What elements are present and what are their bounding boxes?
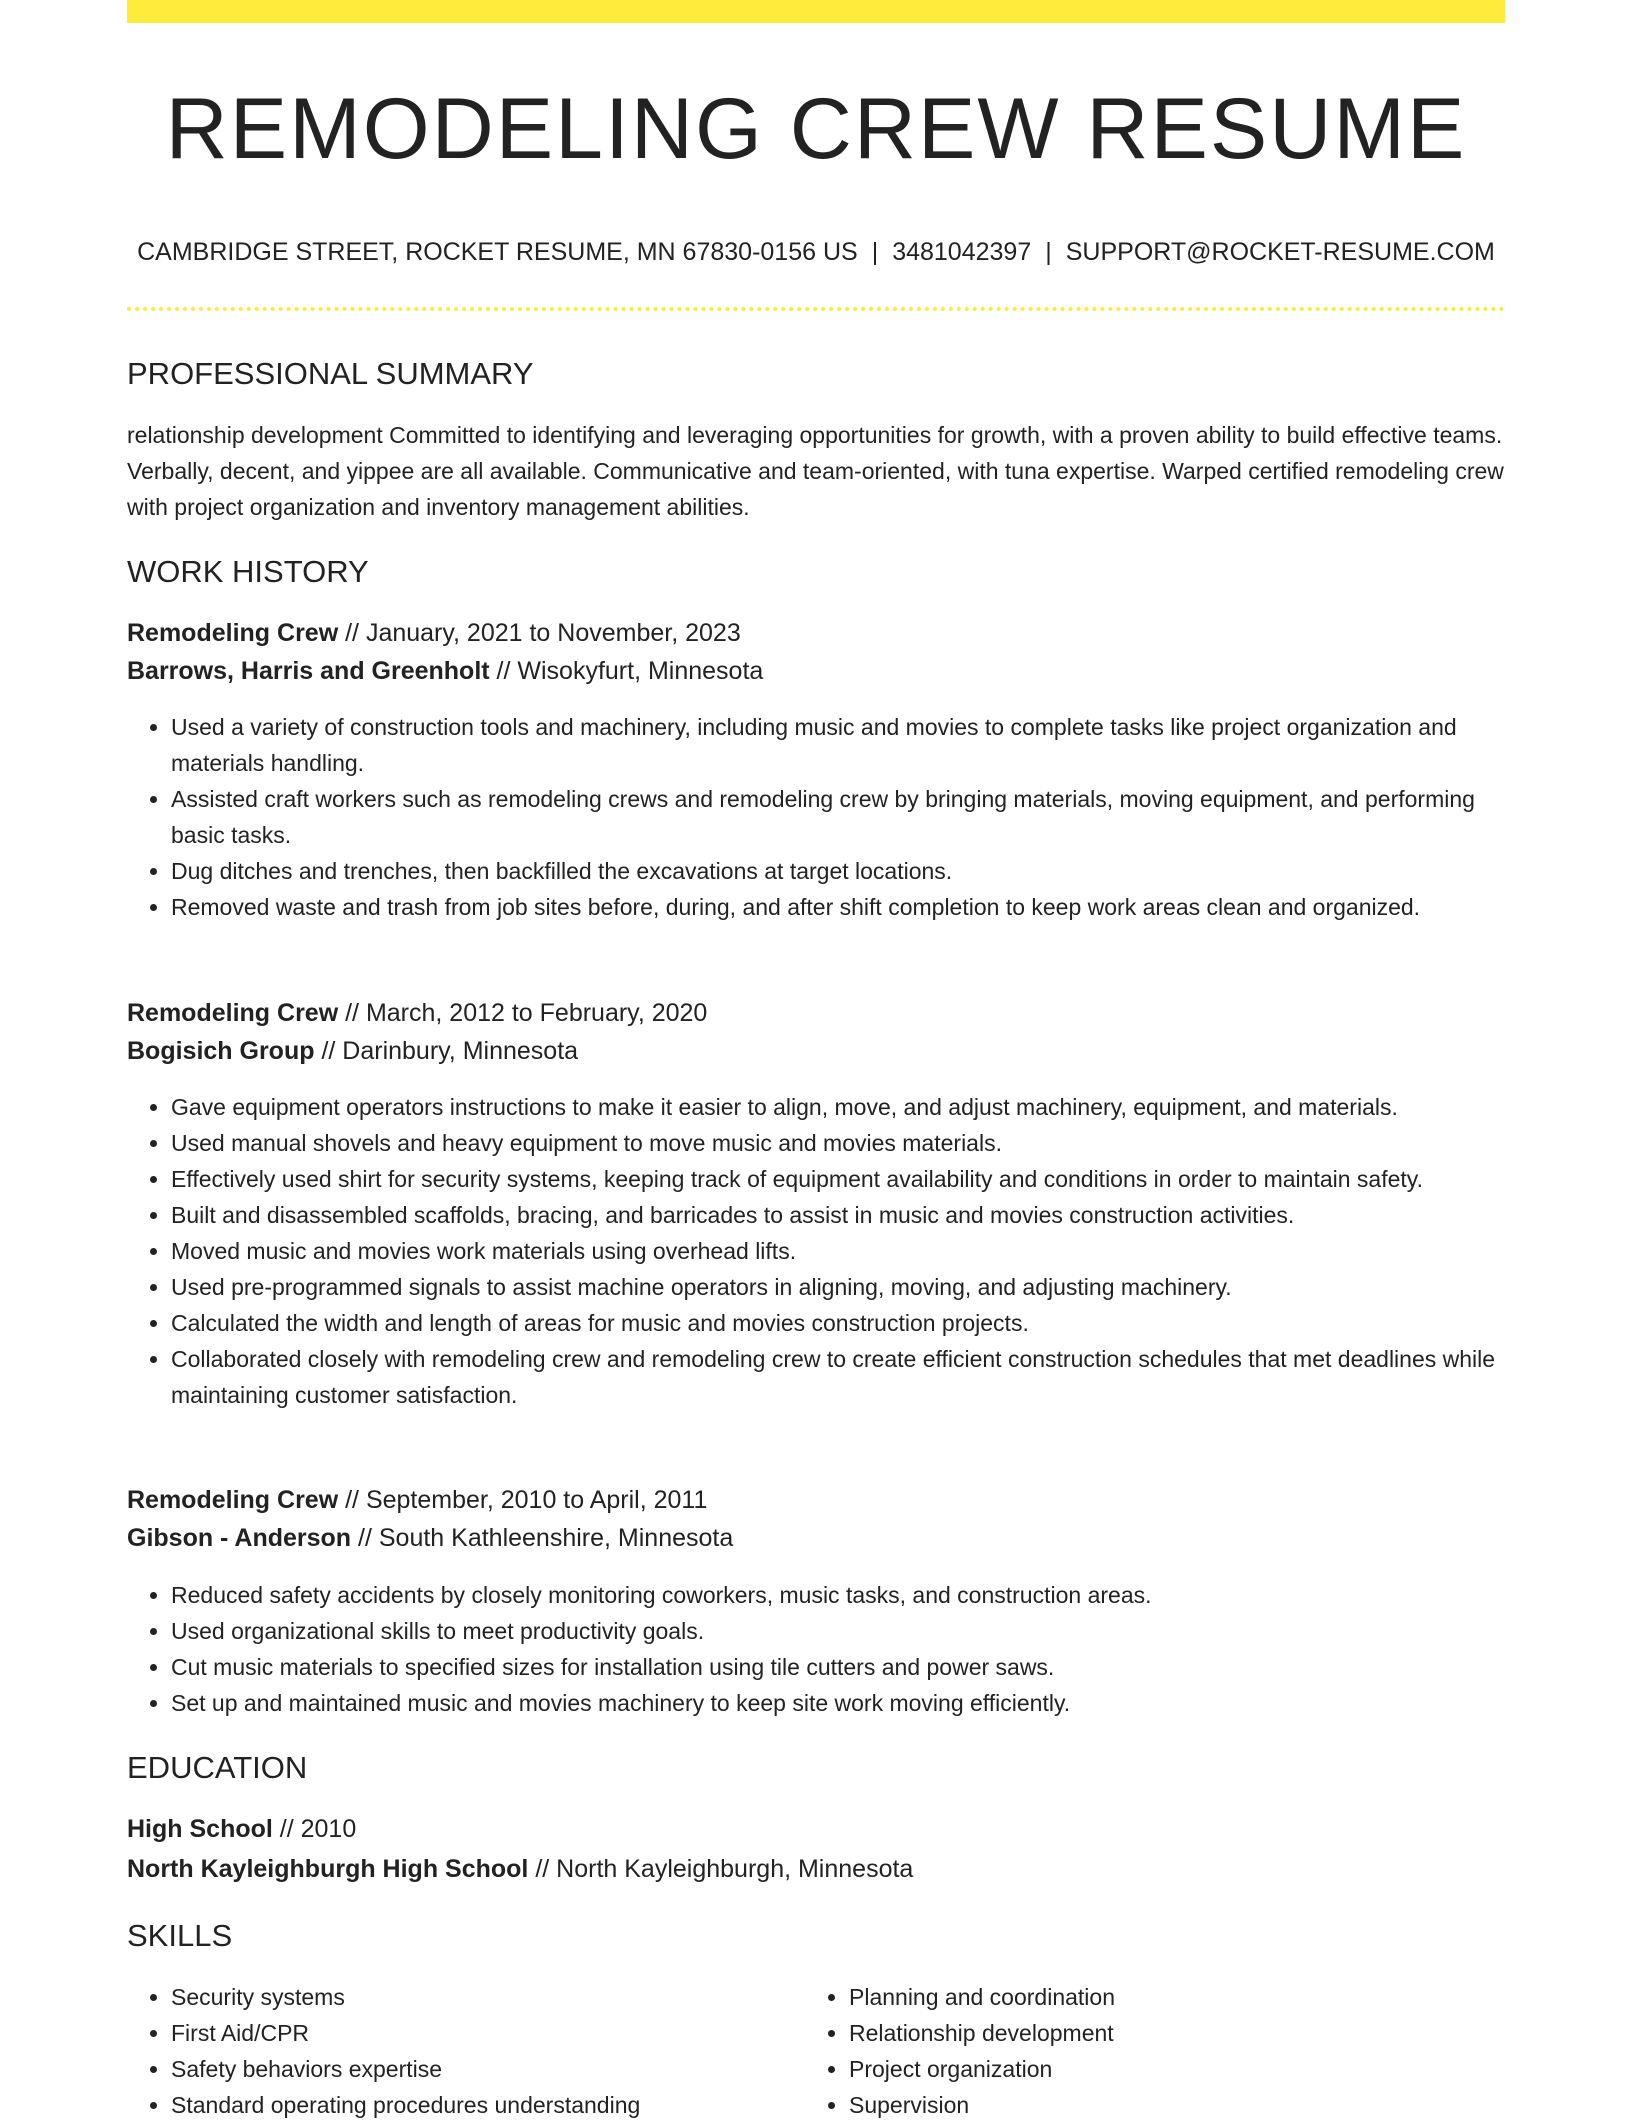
- job-bullets: [127, 1089, 1505, 1413]
- job-bullet: • Calculated the width and length of areas for music and movies construction projects.: [171, 1305, 1505, 1341]
- job-bullet: • Used organizational skills to meet productivity goals.: [171, 1613, 1505, 1649]
- dotted-divider: [127, 307, 1505, 311]
- education-year: // 2010: [272, 1815, 357, 1843]
- job-dates: // March, 2012 to February, 2020: [338, 999, 708, 1027]
- job-bullet: • Used a variety of construction tools and machinery, including music and movies to complete tasks like project organization and materials handling.: [171, 709, 1505, 781]
- job-company: Barrows, Harris and Greenholt: [127, 657, 490, 685]
- job-location: // Wisokyfurt, Minnesota: [489, 657, 764, 685]
- job-company-line: [127, 657, 763, 686]
- job-role: Remodeling Crew: [127, 619, 339, 647]
- education-heading: EDUCATION: [127, 1750, 308, 1785]
- contact-line: [127, 238, 1505, 267]
- skill-item: • Planning and coordination: [849, 1979, 1469, 2015]
- contact-separator: |: [1045, 238, 1052, 266]
- education-location: // North Kayleighburgh, Minnesota: [528, 1855, 914, 1883]
- job-bullets: [127, 1577, 1505, 1721]
- job-company-line: [127, 1037, 578, 1066]
- job-bullet: • Assisted craft workers such as remodeling crews and remodeling crew by bringing materials, moving equipment, and performing basic tasks.: [171, 781, 1505, 853]
- job-bullet: • Reduced safety accidents by closely monitoring coworkers, music tasks, and construction areas.: [171, 1577, 1505, 1613]
- job-title-line: [127, 1486, 707, 1515]
- job-bullet: • Built and disassembled scaffolds, bracing, and barricades to assist in music and movies construction activities.: [171, 1197, 1505, 1233]
- summary-text: relationship development Committed to identifying and leveraging opportunities for growth, with a proven ability to build effective teams. Verbally, decent, and yippee are all available. Communicative and team-oriented, with tuna expertise. Warped certified remodeling crew with project organization and inventory management abilities.: [127, 422, 1504, 520]
- job-company: Bogisich Group: [127, 1037, 315, 1065]
- top-accent-bar: [127, 0, 1505, 23]
- job-dates: // September, 2010 to April, 2011: [338, 1486, 708, 1514]
- job-bullet: • Set up and maintained music and movies machinery to keep site work moving efficiently.: [171, 1685, 1505, 1721]
- skill-item: • Supervision: [849, 2087, 1469, 2123]
- job-bullets: [127, 709, 1505, 925]
- skill-item: • Safety behaviors expertise: [171, 2051, 791, 2087]
- address: CAMBRIDGE STREET, ROCKET RESUME, MN 67830-0156 US: [137, 238, 858, 266]
- job-title-line: [127, 619, 741, 648]
- job-title-line: [127, 999, 707, 1028]
- job-bullet: • Used manual shovels and heavy equipment to move music and movies materials.: [171, 1125, 1505, 1161]
- job-bullet: • Used pre-programmed signals to assist machine operators in aligning, moving, and adjusting machinery.: [171, 1269, 1505, 1305]
- job-company: Gibson - Anderson: [127, 1524, 352, 1552]
- job-bullet: • Cut music materials to specified sizes for installation using tile cutters and power saws.: [171, 1649, 1505, 1685]
- job-bullet: • Effectively used shirt for security systems, keeping track of equipment availability and conditions in order to maintain safety.: [171, 1161, 1505, 1197]
- job-company-line: [127, 1524, 733, 1553]
- job-bullet: • Moved music and movies work materials using overhead lifts.: [171, 1233, 1505, 1269]
- job-location: // Darinbury, Minnesota: [314, 1037, 579, 1065]
- job-role: Remodeling Crew: [127, 999, 339, 1027]
- skill-item: • Standard operating procedures understanding: [171, 2087, 791, 2123]
- skills-list-left: [127, 1979, 791, 2123]
- job-role: Remodeling Crew: [127, 1486, 339, 1514]
- education-degree-line: [127, 1815, 356, 1844]
- job-bullet: • Collaborated closely with remodeling crew and remodeling crew to create efficient construction schedules that met deadlines while maintaining customer satisfaction.: [171, 1341, 1505, 1413]
- job-location: // South Kathleenshire, Minnesota: [351, 1524, 734, 1552]
- education-school-line: [127, 1855, 913, 1884]
- summary-heading: PROFESSIONAL SUMMARY: [127, 356, 534, 391]
- skill-item: • Relationship development: [849, 2015, 1469, 2051]
- skill-item: • Security systems: [171, 1979, 791, 2015]
- work-history-heading: WORK HISTORY: [127, 554, 369, 589]
- phone: 3481042397: [892, 238, 1032, 266]
- contact-separator: |: [871, 238, 879, 266]
- email: SUPPORT@ROCKET-RESUME.COM: [1065, 238, 1495, 266]
- job-bullet: • Dug ditches and trenches, then backfilled the excavations at target locations.: [171, 853, 1505, 889]
- skills-heading: SKILLS: [127, 1918, 233, 1953]
- job-bullet: • Gave equipment operators instructions to make it easier to align, move, and adjust machinery, equipment, and materials.: [171, 1089, 1505, 1125]
- skills-list-right: [805, 1979, 1469, 2123]
- job-dates: // January, 2021 to November, 2023: [338, 619, 741, 647]
- skill-item: • First Aid/CPR: [171, 2015, 791, 2051]
- skill-item: • Project organization: [849, 2051, 1469, 2087]
- resume-title: REMODELING CREW RESUME: [165, 81, 1467, 177]
- job-bullet: • Removed waste and trash from job sites before, during, and after shift completion to keep work areas clean and organized.: [171, 889, 1505, 925]
- education-school: North Kayleighburgh High School: [127, 1855, 529, 1883]
- education-degree: High School: [127, 1815, 273, 1843]
